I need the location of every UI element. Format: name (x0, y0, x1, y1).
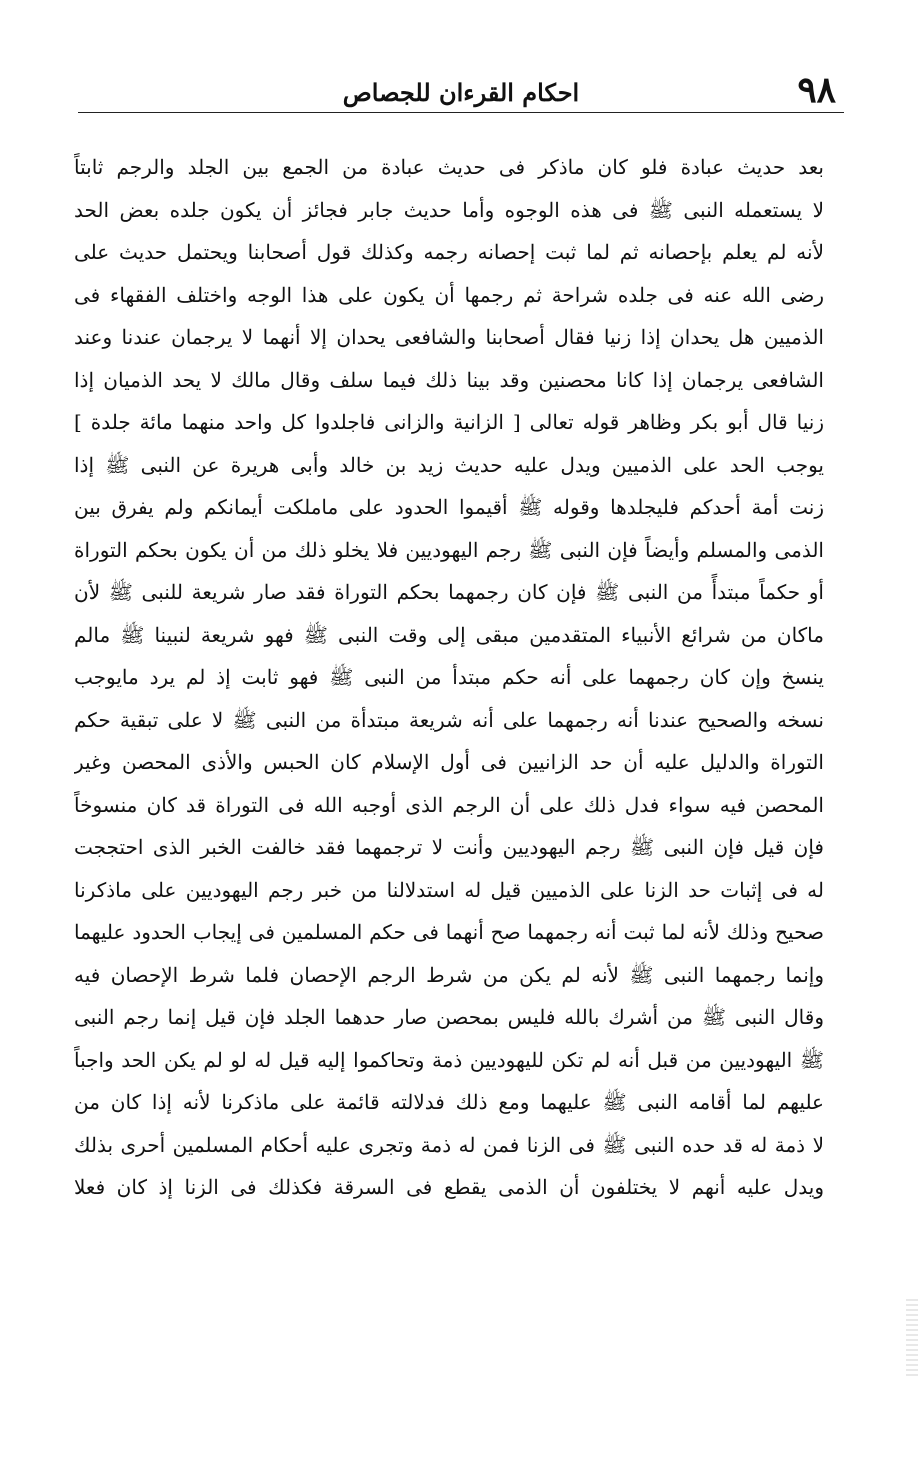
text-line: وقال النبى ﷺ من أشرك بالله فليس بمحصن صار حدهما الجلد فإن قيل إنما رجم النبى (74, 1005, 824, 1029)
text-line: ماكان من شرائع الأنبياء المتقدمين مبقى إلى وقت النبى ﷺ فهو شريعة لنبينا ﷺ مالم (74, 622, 824, 647)
text-line: وإنما رجمهما النبى ﷺ لأنه لم يكن من شرط الرجم الإحصان فلما شرط الإحصان فيه (74, 962, 824, 987)
text-line: أو حكماً مبتدأً من النبى ﷺ فإن كان رجمهما بحكم التوراة فقد صار شريعة للنبى ﷺ لأن (74, 580, 824, 604)
page-number: ٩٨ (797, 69, 836, 111)
text-line: نسخه والصحيح عندنا أنه رجمهما على أنه شريعة مبتدأة من النبى ﷺ لا على تبقية حكم (74, 707, 824, 732)
text-line: الذميين هل يحدان إذا زنيا فقال أصحابنا والشافعى يحدان إلا أنهما لا يرجمان عندنا وعند (74, 325, 824, 349)
text-line: له فى إثبات حد الزنا على الذميين قيل له استدلالنا من خبر رجم اليهوديين على ماذكرنا (74, 877, 824, 902)
text-line: ﷺ اليهوديين من قبل أنه لم تكن لليهوديين ذمة وتحاكموا إليه قيل له لو لم يكن الحد واجباً (74, 1047, 824, 1072)
text-line: لا ذمة له قد حده النبى ﷺ فى الزنا فمن له ذمة وتجرى عليه أحكام المسلمين أحرى بذلك (74, 1132, 824, 1157)
header-divider (78, 112, 844, 113)
text-line: لأنه لم يعلم بإحصانه ثم لما ثبت إحصانه رجمه وكذلك قول أصحابنا ويحتمل حديث على (74, 240, 824, 264)
text-line: صحيح وذلك لأنه لما ثبت أنه رجمهما صح أنهما فى حكم المسلمين فى إيجاب الحدود عليهما (74, 920, 824, 944)
text-line: التوراة والدليل عليه أن حد الزانيين فى أول الإسلام كان الحبس والأذى المحصن وغير (74, 750, 824, 774)
body-text (74, 146, 824, 1209)
scan-noise (906, 1296, 918, 1376)
text-line: الذمى والمسلم وأيضاً فإن النبى ﷺ رجم اليهوديين فلا يخلو ذلك من أن يكون بحكم التوراة (74, 537, 824, 562)
text-line: ويدل عليه أنهم لا يختلفون أن الذمى يقطع فى السرقة فكذلك فى الزنا إذ كان فعلا (74, 1175, 824, 1199)
text-line: عليهم لما أقامه النبى ﷺ عليهما ومع ذلك فدلالته قائمة على ماذكرنا لأنه إذا كان من (74, 1090, 824, 1114)
text-line: زنيا قال أبو بكر وظاهر قوله تعالى [ الزانية والزانى فاجلدوا كل واحد منهما مائة جلدة ] (74, 410, 824, 434)
text-line: المحصن فيه سواء فدل ذلك على أن الرجم الذى أوجبه الله فى التوراة قد كان منسوخاً (74, 792, 824, 817)
text-line: فإن قيل فإن النبى ﷺ رجم اليهوديين وأنت لا ترجمهما فقد خالفت الخبر الذى احتججت (74, 835, 824, 859)
running-title: احكام القرءان للجصاص (342, 78, 580, 107)
text-line: يوجب الحد على الذميين ويدل عليه حديث زيد بن خالد وأبى هريرة عن النبى ﷺ إذا (74, 452, 824, 477)
text-line: رضى الله عنه فى جلده شراحة ثم رجمها أن يكون على هذا الوجه واختلف الفقهاء فى (74, 282, 824, 307)
text-line: لا يستعمله النبى ﷺ فى هذه الوجوه وأما حديث جابر فجائز أن يكون جلده بعض الحد (74, 197, 824, 222)
text-line: بعد حديث عبادة فلو كان ماذكر فى حديث عبادة من الجمع بين الجلد والرجم ثابتاً (74, 155, 824, 179)
text-line: زنت أمة أحدكم فليجلدها وقوله ﷺ أقيموا الحدود على ماملكت أيمانكم ولم يفرق بين (74, 495, 824, 519)
page-header (78, 66, 844, 116)
text-line: الشافعى يرجمان إذا كانا محصنين وقد بينا ذلك فيما سلف وقال مالك لا يحد الذميان إذا (74, 367, 824, 392)
text-line: ينسخ وإن كان رجمهما على أنه حكم مبتدأ من النبى ﷺ فهو ثابت إذ لم يرد مايوجب (74, 665, 824, 689)
